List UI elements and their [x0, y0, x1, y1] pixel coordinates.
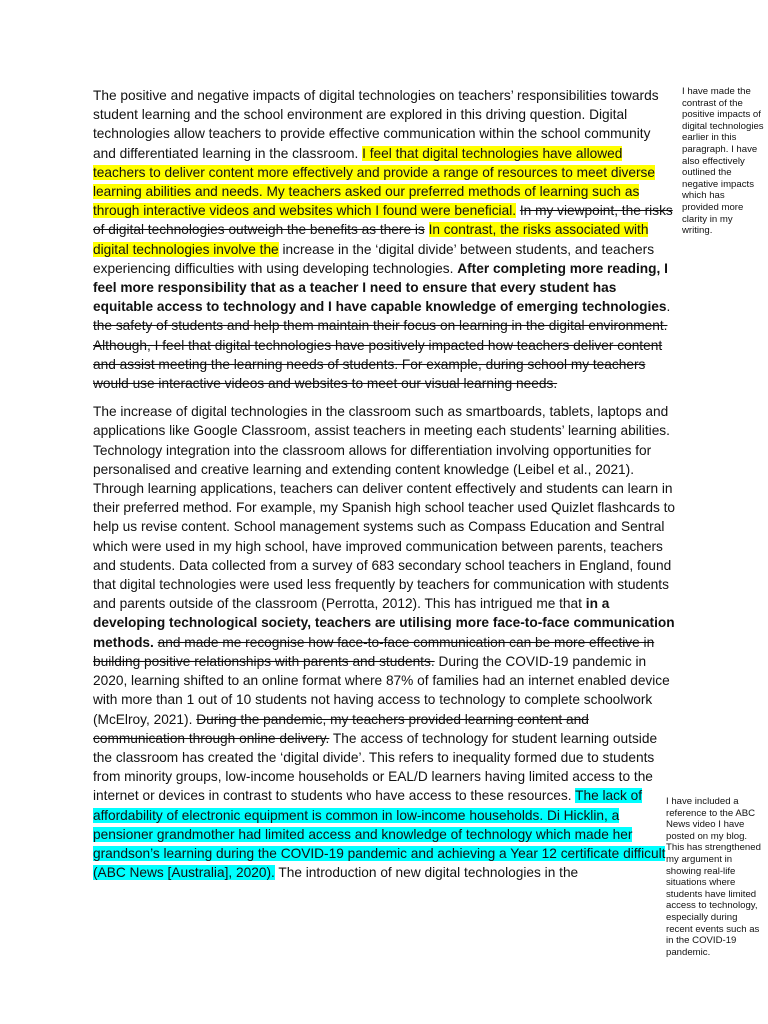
text-run: The positive and negative impacts of digital technologies on teachers’ responsibilities towards student learning and the school environment are explored in this driving question. Digital technologies allow teachers to provide effective communication within the school community and differentiated learning in the classroom.: [93, 88, 659, 161]
text-run: The access of technology for student learning outside the classroom has created the ‘digital divide’. This refers to inequality formed due to students from minority groups, low-income households or EAL/D learners having limited access to the internet or devices in contrast to students who have access to these resources.: [93, 730, 658, 804]
text-run: The introduction of new digital technologies in the: [274, 865, 579, 881]
paragraph-2: [93, 402, 675, 882]
text-run: During the COVID-19 pandemic in 2020, learning shifted to an online format where 87% of families had an internet enabled device with more than 1 out of 10 students not having access to technology to complete schoolwork (McElroy, 2021).: [93, 653, 670, 727]
margin-comment-1: I have made the contrast of the positive impacts of digital technologies earlier in this paragraph. I have also effectively outlined the negative impacts which has provided more clarity in my writing.: [682, 86, 764, 237]
deleted-text: In my viewpoint, the risks of digital technologies outweigh the benefits as there is: [93, 203, 673, 238]
essay-body: [93, 86, 675, 891]
margin-comment-2: I have included a reference to the ABC News video I have posted on my blog. This has strengthened my argument in showing real-life situations where students have limited access to technology, especially during recent events such as in the COVID-19 pandemic.: [666, 796, 761, 958]
text-run: [425, 222, 429, 237]
highlighted-text-yellow: In contrast, the risks associated with digital technologies involve the: [93, 222, 649, 257]
deleted-text: During the pandemic, my teachers provided learning content and communication through online delivery.: [93, 711, 589, 746]
text-run: increase in the ‘digital divide’ between students, and teachers experiencing difficulties with using developing technologies.: [93, 241, 655, 276]
text-run: .: [666, 299, 671, 315]
paragraph-1: [93, 86, 675, 393]
bold-text: in a developing technological society, teachers are utilising more face-to-face communication methods.: [93, 596, 675, 650]
bold-text: After completing more reading, I feel more responsibility that as a teacher I need to ensure that every student has equitable access to technology and I have capable knowledge of emerging technologies: [93, 260, 668, 315]
deleted-text: and made me recognise how face-to-face communication can be more effective in building positive relationships with parents and students.: [93, 634, 655, 669]
text-run: The increase of digital technologies in the classroom such as smartboards, tablets, laptops and applications like Google Classroom, assist teachers in meeting each students’ learning abilities. Technology integration into the classroom allows for differentiation involving opportunities for personalised and creative learning and extending content knowledge (Leibel et al., 2021). Through learning applications, teachers can deliver content effectively and students can learn in their preferred method. For example, my Spanish high school teacher used Quizlet flashcards to help us revise content. School management systems such as Compass Education and Sentral which were used in my high school, have improved communication between parents, teachers and students. Data collected from a survey of 683 secondary school teachers in England, found that digital technologies were used less frequently by teachers for communication with students and parents outside of the classroom (Perrotta, 2012). This has intrigued me that: [93, 404, 676, 612]
deleted-text: the safety of students and help them maintain their focus on learning in the digital environment. Although, I feel that digital technologies have positively impacted how teachers deliver content and assist meeting the learning needs of students. For example, during school my teachers would use interactive videos and websites to meet our visual learning needs.: [93, 318, 668, 392]
highlighted-text-cyan: The lack of affordability of electronic equipment is common in low-income households. Di Hicklin, a pensioner grandmother had limited access and knowledge of technology which made her grandson’s learning during the COVID-19 pandemic and achieving a Year 12 certificate difficult (ABC News [Australia], 2020).: [93, 788, 666, 881]
highlighted-text-yellow: I feel that digital technologies have allowed teachers to deliver content more effectively and provide a range of resources to meet diverse learning abilities and needs. My teachers asked our preferred methods of learning such as through interactive videos and websites which I found were beneficial.: [93, 145, 655, 219]
